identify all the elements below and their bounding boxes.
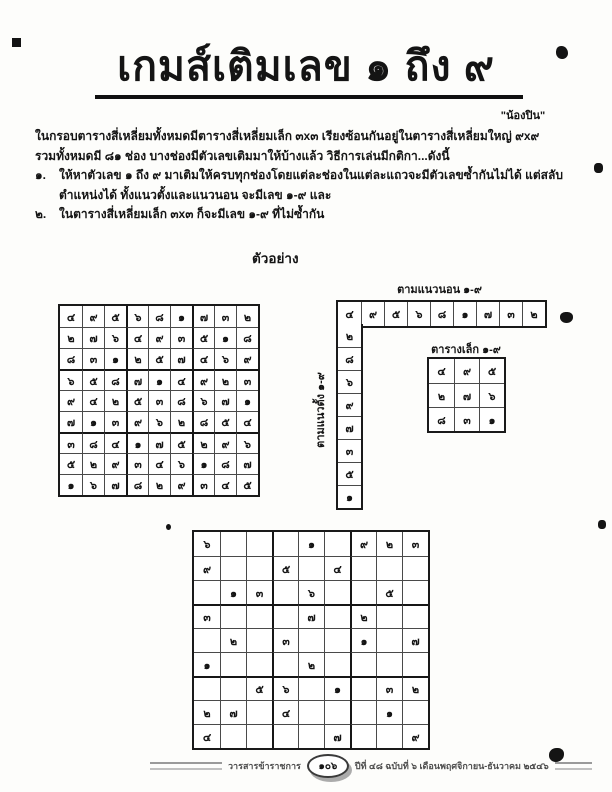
puzzle-grid-cell bbox=[194, 580, 220, 604]
puzzle-grid-cell bbox=[272, 604, 298, 628]
puzzle-sudoku-grid bbox=[192, 530, 430, 750]
intro-line-1: ในกรอบตารางสี่เหลี่ยมทั้งหมดมีตารางสี่เหลี่ยมเล็ก ๓x๓ เรียงซ้อนกันอยู่ในตารางสี่เหลี่ยมใหญ่ ๙x๙ bbox=[35, 129, 540, 143]
example-grid-cell: ๘ bbox=[236, 327, 258, 348]
example-grid-cell: ๒ bbox=[192, 432, 214, 453]
puzzle-grid-cell: ๒ bbox=[220, 628, 246, 652]
puzzle-grid-cell: ๒ bbox=[194, 700, 220, 724]
rule-item-1 bbox=[35, 166, 583, 205]
horizontal-strip-cell: ๗ bbox=[476, 302, 499, 326]
ink-mark-right-2 bbox=[598, 520, 606, 529]
puzzle-grid-cell bbox=[376, 652, 402, 676]
vertical-strip-cell: ๑ bbox=[338, 485, 361, 508]
puzzle-grid-cell: ๗ bbox=[298, 604, 324, 628]
example-grid-cell: ๘ bbox=[104, 369, 126, 390]
puzzle-grid-cell: ๑ bbox=[350, 628, 376, 652]
horizontal-strip-cell: ๙ bbox=[361, 302, 384, 326]
puzzle-grid-cell bbox=[402, 580, 428, 604]
rule-item-2 bbox=[35, 205, 583, 225]
puzzle-grid-cell: ๗ bbox=[324, 724, 350, 748]
horizontal-row-strip bbox=[336, 300, 547, 328]
puzzle-grid-cell: ๙ bbox=[402, 724, 428, 748]
puzzle-grid-cell bbox=[324, 580, 350, 604]
puzzle-grid-cell bbox=[350, 724, 376, 748]
puzzle-grid-cell: ๑ bbox=[220, 580, 246, 604]
puzzle-grid-cell bbox=[272, 532, 298, 556]
puzzle-grid-cell: ๒ bbox=[402, 676, 428, 700]
puzzle-grid-cell: ๒ bbox=[376, 532, 402, 556]
example-grid-cell: ๙ bbox=[214, 432, 236, 453]
ink-blob-top-right bbox=[556, 46, 568, 59]
puzzle-grid-cell bbox=[246, 604, 272, 628]
puzzle-grid-cell: ๔ bbox=[194, 724, 220, 748]
example-grid-cell: ๕ bbox=[214, 411, 236, 432]
example-grid-cell: ๗ bbox=[126, 369, 148, 390]
example-grid-cell: ๓ bbox=[82, 348, 104, 369]
puzzle-grid-cell bbox=[402, 604, 428, 628]
example-grid-cell: ๓ bbox=[148, 390, 170, 411]
puzzle-grid-cell bbox=[376, 604, 402, 628]
ink-speck-left bbox=[166, 524, 171, 530]
vertical-strip-cell: ๖ bbox=[338, 370, 361, 393]
example-heading: ตัวอย่าง bbox=[252, 251, 299, 266]
example-grid-cell: ๖ bbox=[60, 369, 82, 390]
puzzle-grid-cell: ๑ bbox=[376, 700, 402, 724]
puzzle-grid-cell bbox=[350, 700, 376, 724]
example-grid-cell: ๔ bbox=[236, 411, 258, 432]
example-grid-cell: ๘ bbox=[60, 348, 82, 369]
example-grid-cell: ๕ bbox=[60, 453, 82, 474]
issue-info: ปีที่ ๔๘ ฉบับที่ ๖ เดือนพฤศจิกายน-ธันวาคม ๒๕๔๖ bbox=[354, 761, 549, 771]
example-grid-cell: ๒ bbox=[60, 327, 82, 348]
example-sudoku-grid bbox=[58, 304, 260, 497]
example-grid-cell: ๓ bbox=[60, 432, 82, 453]
puzzle-grid-cell: ๒ bbox=[298, 652, 324, 676]
puzzle-grid-cell bbox=[376, 556, 402, 580]
puzzle-grid-cell bbox=[246, 628, 272, 652]
small-grid-cell: ๘ bbox=[429, 407, 454, 431]
puzzle-grid-cell bbox=[298, 676, 324, 700]
title-underline bbox=[95, 95, 523, 99]
example-grid-cell: ๖ bbox=[104, 327, 126, 348]
example-grid-cell: ๒ bbox=[126, 348, 148, 369]
horizontal-strip-cell: ๓ bbox=[499, 302, 522, 326]
small-grid-cell: ๕ bbox=[479, 359, 504, 383]
example-grid-cell: ๓ bbox=[126, 453, 148, 474]
example-grid-cell: ๔ bbox=[192, 348, 214, 369]
puzzle-grid-cell bbox=[246, 700, 272, 724]
journal-name: วารสารข้าราชการ bbox=[228, 761, 301, 771]
page-footer bbox=[150, 752, 592, 780]
puzzle-grid-cell bbox=[350, 556, 376, 580]
puzzle-grid-cell: ๕ bbox=[272, 556, 298, 580]
puzzle-grid-cell bbox=[272, 724, 298, 748]
example-grid-cell: ๖ bbox=[82, 474, 104, 495]
small-grid-cell: ๓ bbox=[454, 407, 479, 431]
small-grid-cell: ๔ bbox=[437, 366, 446, 378]
example-grid-cell: ๓ bbox=[214, 306, 236, 327]
puzzle-grid-cell bbox=[298, 700, 324, 724]
example-grid-cell: ๔ bbox=[170, 369, 192, 390]
rule-2-text: ในตารางสี่เหลี่ยมเล็ก ๓x๓ ก็จะมีเลข ๑-๙ ที่ไม่ซ้ำกัน bbox=[59, 207, 325, 221]
example-grid-cell: ๖ bbox=[214, 348, 236, 369]
puzzle-grid-cell: ๑ bbox=[298, 532, 324, 556]
example-grid-cell: ๕ bbox=[82, 369, 104, 390]
footer-rule-right bbox=[555, 762, 592, 770]
puzzle-grid-cell bbox=[246, 532, 272, 556]
puzzle-grid-cell bbox=[220, 604, 246, 628]
example-grid-cell: ๒ bbox=[236, 306, 258, 327]
rule-1-text: ให้หาตัวเลข ๑ ถึง ๙ มาเติมให้ครบทุกช่องโดยแต่ละช่องในแต่ละแถวจะมีตัวเลขซ้ำกันไม่ได้ แต่สลับตำแหน่งได้ ทั้งแนวตั้งและแนวนอน จะมีเลข ๑-๙ และ bbox=[59, 168, 563, 202]
puzzle-grid-cell: ๕ bbox=[246, 676, 272, 700]
horizontal-strip-cell: ๖ bbox=[407, 302, 430, 326]
example-grid-cell: ๖ bbox=[170, 453, 192, 474]
vertical-strip-label: ตามแนวตั้ง ๑-๙ bbox=[315, 372, 327, 448]
puzzle-grid-cell bbox=[324, 532, 350, 556]
puzzle-grid-cell bbox=[220, 532, 246, 556]
example-grid-cell: ๑ bbox=[104, 348, 126, 369]
puzzle-grid-cell bbox=[298, 628, 324, 652]
example-grid-cell: ๑ bbox=[192, 453, 214, 474]
puzzle-grid-cell: ๗ bbox=[220, 700, 246, 724]
example-grid-cell: ๔ bbox=[66, 311, 76, 324]
puzzle-grid-cell: ๖ bbox=[298, 580, 324, 604]
example-grid-cell: ๙ bbox=[148, 327, 170, 348]
vertical-strip-cell: ๘ bbox=[338, 347, 361, 370]
example-grid-cell: ๕ bbox=[148, 348, 170, 369]
horizontal-strip-label: ตามแนวนอน ๑-๙ bbox=[397, 284, 482, 296]
example-grid-cell: ๙ bbox=[170, 474, 192, 495]
example-grid-cell: ๑ bbox=[60, 474, 82, 495]
puzzle-grid-cell bbox=[272, 580, 298, 604]
example-grid-cell: ๘ bbox=[170, 390, 192, 411]
puzzle-grid-cell bbox=[220, 676, 246, 700]
small-grid-cell: ๗ bbox=[454, 383, 479, 407]
puzzle-grid-cell: ๖ bbox=[203, 539, 211, 551]
small-grid-cell: ๙ bbox=[454, 359, 479, 383]
example-grid-cell: ๙ bbox=[192, 369, 214, 390]
small-grid-cell: ๑ bbox=[479, 407, 504, 431]
rule-1-number: ๑. bbox=[35, 168, 46, 182]
example-grid-cell: ๔ bbox=[82, 390, 104, 411]
example-grid-cell: ๔ bbox=[214, 474, 236, 495]
example-grid-cell: ๕ bbox=[126, 390, 148, 411]
example-grid-cell: ๑ bbox=[148, 369, 170, 390]
puzzle-grid-cell bbox=[246, 652, 272, 676]
example-grid-cell: ๓ bbox=[192, 474, 214, 495]
puzzle-grid-cell: ๗ bbox=[402, 628, 428, 652]
puzzle-grid-cell bbox=[324, 628, 350, 652]
puzzle-grid-cell: ๔ bbox=[324, 556, 350, 580]
example-grid-cell: ๕ bbox=[170, 432, 192, 453]
example-grid-cell: ๒ bbox=[170, 411, 192, 432]
puzzle-grid-cell: ๖ bbox=[272, 676, 298, 700]
example-grid-cell: ๖ bbox=[126, 306, 148, 327]
example-grid-cell: ๘ bbox=[192, 411, 214, 432]
puzzle-grid-cell bbox=[350, 580, 376, 604]
puzzle-grid-cell: ๒ bbox=[350, 604, 376, 628]
example-grid-cell: ๖ bbox=[148, 411, 170, 432]
horizontal-strip-cell: ๔ bbox=[345, 309, 354, 321]
horizontal-strip-cell: ๘ bbox=[430, 302, 453, 326]
horizontal-strip-cell: ๑ bbox=[453, 302, 476, 326]
puzzle-grid-cell: ๓ bbox=[194, 604, 220, 628]
example-grid-cell: ๕ bbox=[236, 474, 258, 495]
example-grid-cell: ๑ bbox=[236, 390, 258, 411]
puzzle-grid-cell bbox=[220, 724, 246, 748]
ink-blob-right-middle bbox=[560, 312, 573, 323]
rule-2-number: ๒. bbox=[35, 207, 47, 221]
page-number-badge: ๑๐๖ bbox=[307, 754, 349, 778]
vertical-strip-cell: ๕ bbox=[338, 462, 361, 485]
puzzle-grid-cell bbox=[298, 724, 324, 748]
small-grid-cell: ๒ bbox=[429, 383, 454, 407]
example-grid-cell: ๑ bbox=[126, 432, 148, 453]
example-grid-cell: ๖ bbox=[192, 390, 214, 411]
puzzle-grid-cell bbox=[272, 652, 298, 676]
puzzle-grid-cell bbox=[402, 700, 428, 724]
example-grid-cell: ๙ bbox=[104, 453, 126, 474]
puzzle-grid-cell bbox=[324, 604, 350, 628]
puzzle-grid-cell bbox=[402, 556, 428, 580]
example-grid-cell: ๔ bbox=[126, 327, 148, 348]
puzzle-grid-cell bbox=[220, 652, 246, 676]
puzzle-grid-cell: ๙ bbox=[350, 532, 376, 556]
puzzle-grid-cell bbox=[350, 676, 376, 700]
author-byline: "น้องปิน" bbox=[500, 110, 546, 122]
vertical-strip-cell: ๒ bbox=[345, 330, 354, 343]
puzzle-grid-cell bbox=[298, 556, 324, 580]
example-grid-cell: ๗ bbox=[170, 348, 192, 369]
example-grid-cell: ๓ bbox=[236, 369, 258, 390]
puzzle-grid-cell bbox=[376, 628, 402, 652]
small-grid-cell: ๖ bbox=[479, 383, 504, 407]
instructions-block bbox=[35, 127, 583, 225]
puzzle-grid-cell: ๕ bbox=[376, 580, 402, 604]
example-grid-cell: ๗ bbox=[236, 453, 258, 474]
small-grid-label: ตารางเล็ก ๑-๙ bbox=[431, 344, 501, 356]
example-grid-cell: ๓ bbox=[104, 411, 126, 432]
example-grid-cell: ๓ bbox=[170, 327, 192, 348]
example-grid-cell: ๘ bbox=[148, 306, 170, 327]
puzzle-grid-cell: ๓ bbox=[246, 580, 272, 604]
puzzle-grid-cell bbox=[350, 652, 376, 676]
puzzle-grid-cell bbox=[376, 724, 402, 748]
example-grid-cell: ๑ bbox=[82, 411, 104, 432]
example-grid-cell: ๑ bbox=[170, 306, 192, 327]
example-grid-cell: ๑ bbox=[214, 327, 236, 348]
example-grid-cell: ๒ bbox=[148, 474, 170, 495]
example-grid-cell: ๒ bbox=[104, 390, 126, 411]
example-grid-cell: ๗ bbox=[192, 306, 214, 327]
example-grid-cell: ๗ bbox=[148, 432, 170, 453]
example-grid-cell: ๘ bbox=[214, 453, 236, 474]
horizontal-strip-cell: ๒ bbox=[522, 302, 545, 326]
footer-rule-left bbox=[150, 762, 222, 770]
example-grid-cell: ๔ bbox=[104, 432, 126, 453]
vertical-strip-cell: ๗ bbox=[338, 416, 361, 439]
example-grid-cell: ๖ bbox=[236, 432, 258, 453]
puzzle-grid-cell: ๑ bbox=[324, 676, 350, 700]
puzzle-grid-cell: ๓ bbox=[376, 676, 402, 700]
puzzle-grid-cell: ๑ bbox=[194, 652, 220, 676]
puzzle-grid-cell: ๔ bbox=[272, 700, 298, 724]
puzzle-grid-cell bbox=[246, 724, 272, 748]
ink-mark-right-1 bbox=[594, 163, 603, 173]
puzzle-grid-cell bbox=[246, 556, 272, 580]
example-grid-cell: ๙ bbox=[236, 348, 258, 369]
example-grid-cell: ๗ bbox=[60, 411, 82, 432]
puzzle-grid-cell bbox=[194, 628, 220, 652]
horizontal-strip-cell: ๕ bbox=[384, 302, 407, 326]
puzzle-grid-cell bbox=[324, 700, 350, 724]
puzzle-grid-cell bbox=[402, 652, 428, 676]
puzzle-grid-cell bbox=[220, 556, 246, 580]
example-grid-cell: ๒ bbox=[214, 369, 236, 390]
ink-mark-left-edge bbox=[12, 38, 21, 47]
example-grid-cell: ๙ bbox=[82, 306, 104, 327]
puzzle-grid-cell: ๓ bbox=[272, 628, 298, 652]
example-grid-cell: ๗ bbox=[82, 327, 104, 348]
vertical-strip-cell: ๙ bbox=[338, 393, 361, 416]
example-grid-cell: ๗ bbox=[104, 474, 126, 495]
example-grid-cell: ๙ bbox=[60, 390, 82, 411]
small-3x3-grid bbox=[427, 357, 506, 433]
example-grid-cell: ๕ bbox=[192, 327, 214, 348]
page-title: เกมส์เติมเลข ๑ ถึง ๙ bbox=[117, 43, 495, 89]
example-grid-cell: ๘ bbox=[126, 474, 148, 495]
example-grid-cell: ๙ bbox=[126, 411, 148, 432]
puzzle-grid-cell bbox=[194, 676, 220, 700]
example-grid-cell: ๔ bbox=[148, 453, 170, 474]
intro-line-2: รวมทั้งหมดมี ๘๑ ช่อง บางช่องมีตัวเลขเติมมาให้บ้างแล้ว วิธีการเล่นมีกติกา...ดังนี้ bbox=[35, 148, 450, 163]
example-grid-cell: ๒ bbox=[82, 453, 104, 474]
puzzle-grid-cell bbox=[324, 652, 350, 676]
vertical-strip-cell: ๓ bbox=[338, 439, 361, 462]
example-grid-cell: ๘ bbox=[82, 432, 104, 453]
example-grid-cell: ๗ bbox=[214, 390, 236, 411]
vertical-column-strip bbox=[336, 324, 363, 510]
puzzle-grid-cell: ๙ bbox=[194, 556, 220, 580]
example-grid-cell: ๕ bbox=[104, 306, 126, 327]
puzzle-grid-cell: ๓ bbox=[402, 532, 428, 556]
